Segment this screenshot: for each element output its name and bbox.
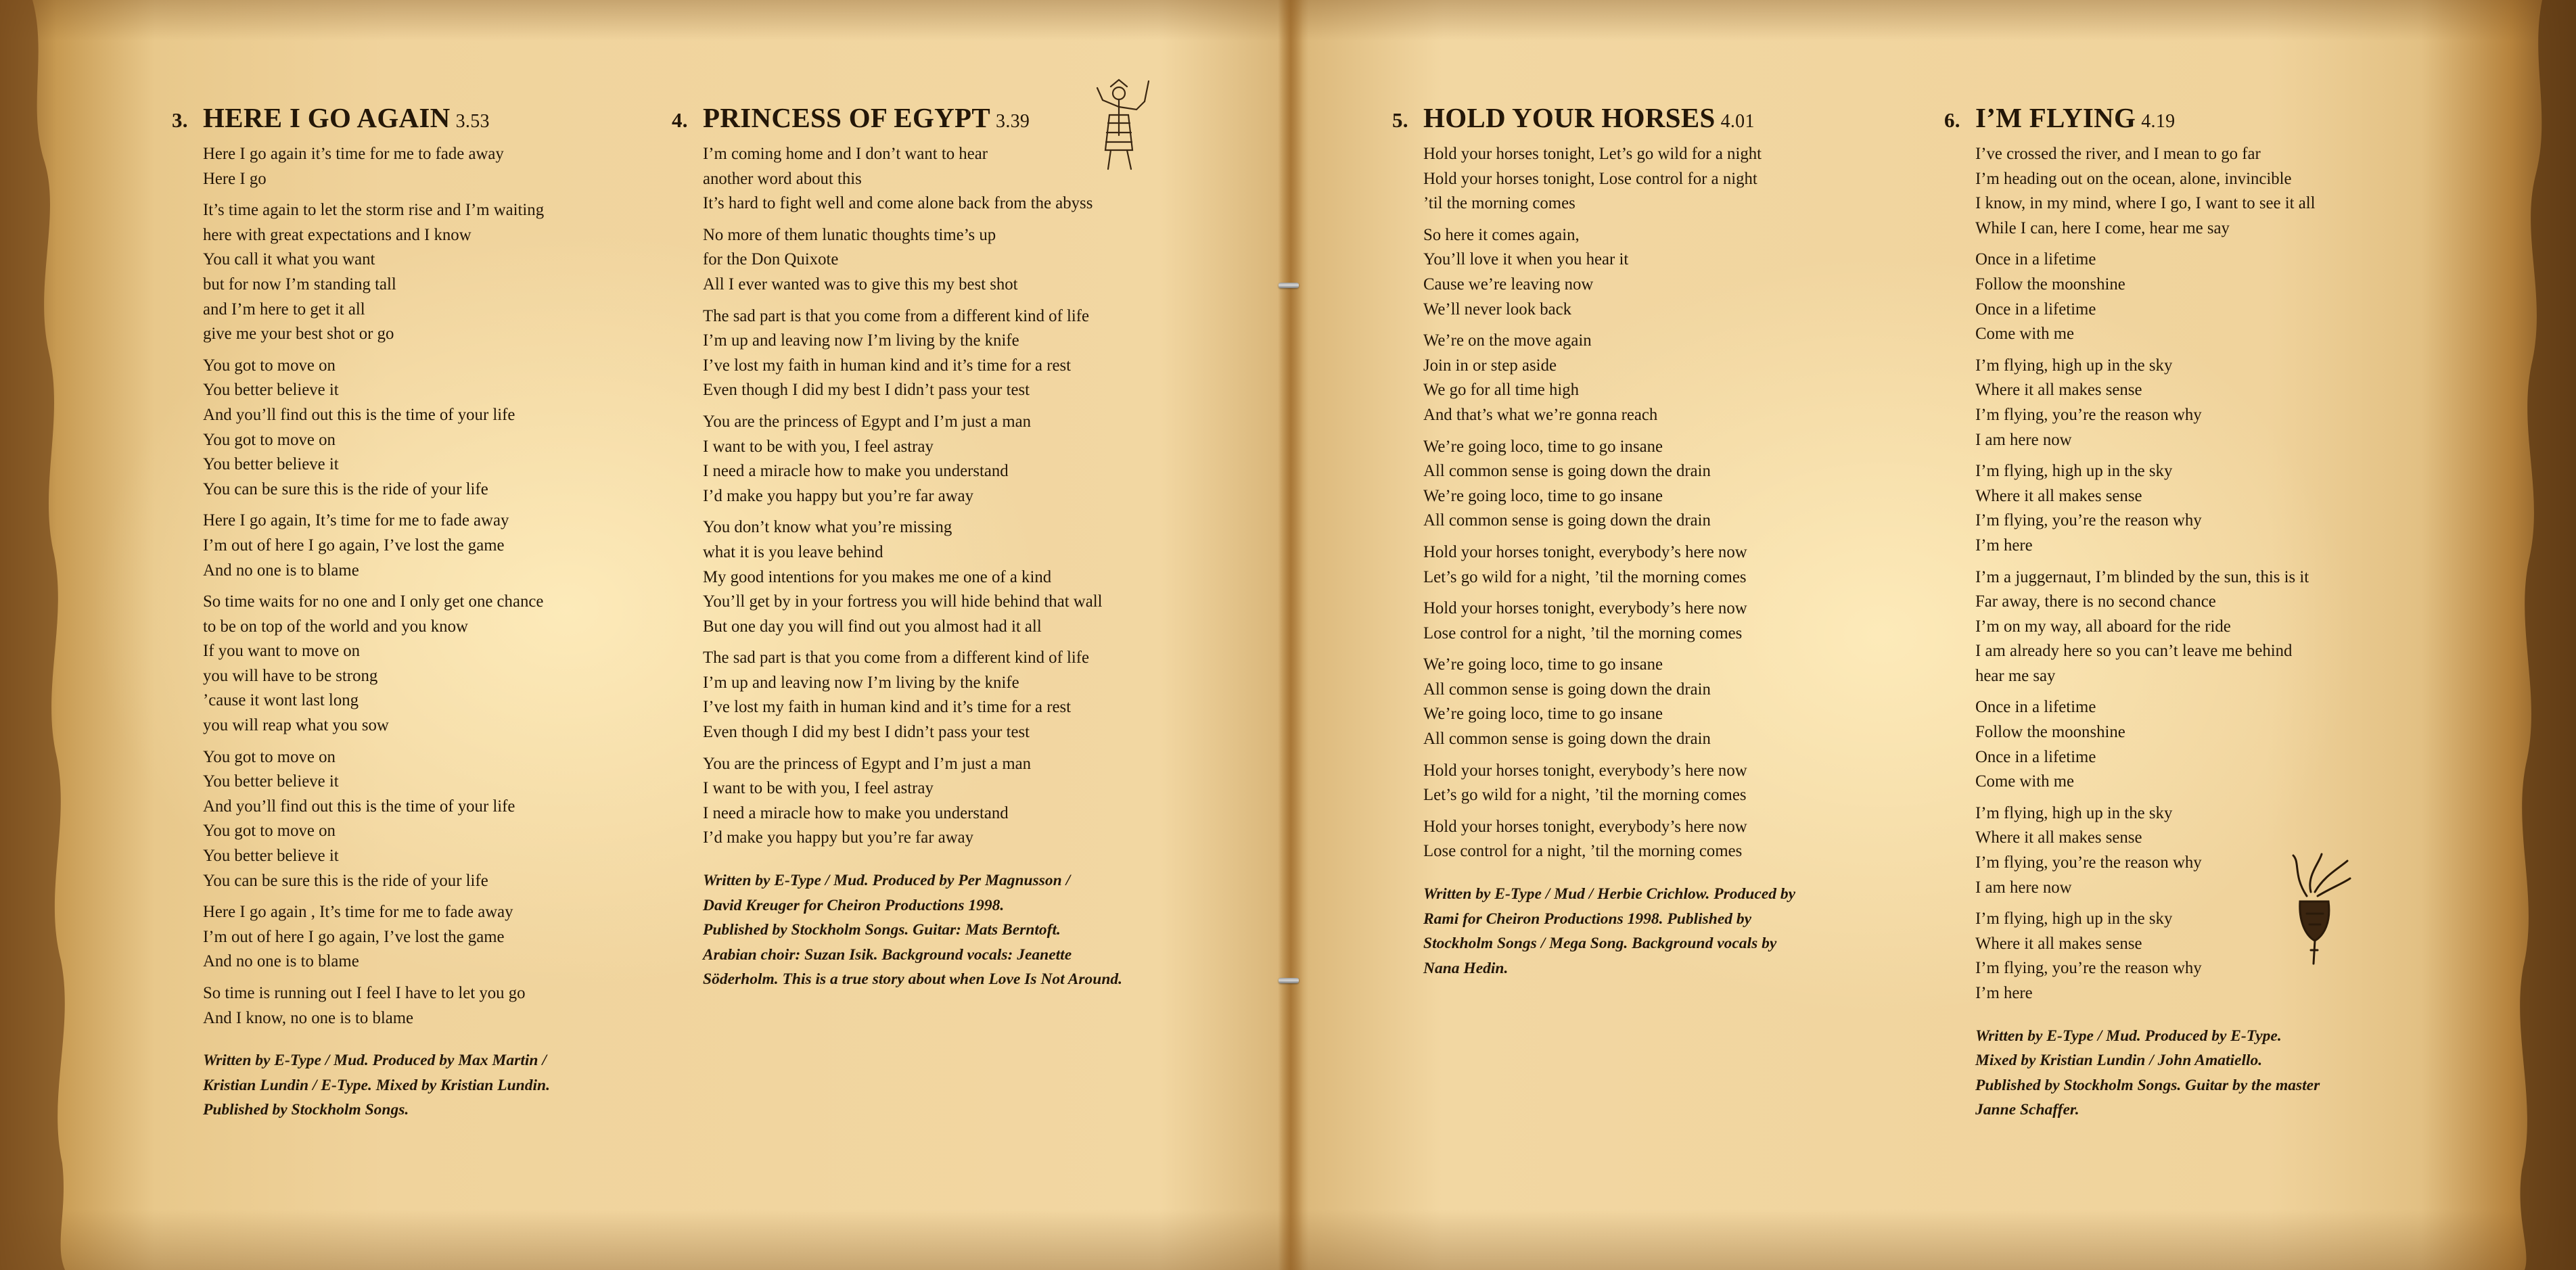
lyric-line: Join in or step aside — [1423, 356, 1557, 375]
lyric-stanza — [1423, 815, 1795, 864]
song-5-lyrics — [1423, 142, 1795, 864]
song-title: PRINCESS OF EGYPT — [703, 102, 991, 133]
staple-bottom — [1279, 978, 1299, 983]
lyric-line: You got to move on — [203, 747, 336, 766]
lyric-line: The sad part is that you come from a different kind of life — [703, 649, 1090, 667]
song-duration: 3.39 — [996, 111, 1030, 132]
lyric-line: And I know, no one is to blame — [203, 1008, 414, 1027]
lyric-stanza — [703, 223, 1122, 298]
lyric-line: and I’m here to get it all — [203, 300, 365, 319]
song-3-column — [172, 101, 550, 1123]
egyptian-figure-icon — [1082, 74, 1157, 176]
lyric-line: I’m a juggernaut, I’m blinded by the sun, this is it — [1975, 567, 2309, 586]
lyric-line: another word about this — [703, 169, 862, 188]
credit-line: Stockholm Songs / Mega Song. Background vocals by — [1423, 935, 1777, 953]
lyric-line: I’m flying, high up in the sky — [1975, 803, 2173, 822]
lyric-line: I’m flying, high up in the sky — [1975, 356, 2173, 375]
lyric-line: ’cause it wont last long — [203, 691, 359, 710]
lyric-line: And that’s what we’re gonna reach — [1423, 405, 1658, 424]
center-fold — [1279, 0, 1303, 1270]
lyric-line: You don’t know what you’re missing — [703, 518, 952, 537]
lyric-line: I’m on my way, all aboard for the ride — [1975, 617, 2231, 636]
track-number: 5. — [1392, 108, 1408, 132]
lyric-line: Hold your horses tonight, everybody’s here now — [1423, 817, 1747, 836]
lyric-line: You are the princess of Egypt and I’m just a man — [703, 754, 1032, 773]
credit-line: Written by E-Type / Mud. Produced by E-Type. — [1975, 1027, 2282, 1045]
lyric-line: what it is you leave behind — [703, 542, 883, 561]
lyric-line: Here I go again it’s time for me to fade away — [203, 145, 504, 163]
lyric-line: We’re going loco, time to go insane — [1423, 655, 1663, 674]
lyric-line: You got to move on — [203, 430, 336, 449]
lyric-line: you will have to be strong — [203, 666, 378, 685]
lyric-line: I’m up and leaving now I’m living by the knife — [703, 673, 1019, 692]
credit-line: Published by Stockholm Songs. Guitar: Mats Berntoft. — [703, 921, 1061, 939]
credit-line: Kristian Lundin / E-Type. Mixed by Kristian Lundin. — [203, 1076, 550, 1094]
lyric-stanza — [1975, 459, 2320, 558]
lyric-stanza — [1975, 907, 2320, 1006]
lyric-stanza — [203, 509, 550, 583]
lyric-line: I’d make you happy but you’re far away — [703, 486, 974, 505]
song-6-credits — [1975, 1024, 2320, 1123]
lyric-line: I’m out of here I go again, I’ve lost the game — [203, 927, 505, 946]
lyric-line: I’m flying, high up in the sky — [1975, 462, 2173, 481]
lyric-line: to be on top of the world and you know — [203, 617, 468, 636]
lyric-stanza — [1423, 759, 1795, 808]
lyric-line: Hold your horses tonight, everybody’s here now — [1423, 542, 1747, 561]
lyric-line: I’ve lost my faith in human kind and it’s time for a rest — [703, 356, 1072, 375]
lyric-line: So time waits for no one and I only get one chance — [203, 592, 544, 611]
song-title: HOLD YOUR HORSES — [1423, 102, 1716, 133]
lyric-line: I’d make you happy but you’re far away — [703, 828, 974, 847]
credit-line: Published by Stockholm Songs. Guitar by the master — [1975, 1076, 2320, 1094]
lyric-line: We’re going loco, time to go insane — [1423, 437, 1663, 456]
lyric-line: I’m here — [1975, 536, 2033, 555]
lyric-line: You better believe it — [203, 381, 339, 400]
lyric-stanza — [203, 198, 550, 347]
lyric-line: We’re going loco, time to go insane — [1423, 705, 1663, 724]
lyric-stanza — [1423, 653, 1795, 751]
lyric-line: here with great expectations and I know — [203, 225, 472, 244]
lyric-line: You’ll love it when you hear it — [1423, 250, 1629, 269]
song-5-column — [1392, 101, 1796, 981]
lyric-stanza — [1423, 435, 1795, 534]
lyric-line: I’m coming home and I don’t want to hear — [703, 145, 988, 163]
lyric-line: But one day you will find out you almost had it all — [703, 617, 1042, 636]
torn-left-edge — [0, 0, 81, 1270]
credit-line: David Kreuger for Cheiron Productions 1998. — [703, 896, 1005, 914]
lyric-line: I’m here — [1975, 984, 2033, 1002]
lyric-line: Hold your horses tonight, everybody’s here now — [1423, 599, 1747, 618]
lyric-line: We’ll never look back — [1423, 300, 1572, 319]
lyric-line: Follow the moonshine — [1975, 723, 2125, 742]
lyric-stanza — [203, 745, 550, 894]
lyric-line: Let’s go wild for a night, ’til the morning comes — [1423, 567, 1747, 586]
lyric-line: I am here now — [1975, 878, 2072, 897]
lyric-line: Where it all makes sense — [1975, 486, 2142, 505]
lyric-line: So time is running out I feel I have to let you go — [203, 984, 526, 1002]
lyric-line: You can be sure this is the ride of your life — [203, 871, 488, 890]
song-title: HERE I GO AGAIN — [203, 102, 451, 133]
track-number: 6. — [1944, 108, 1960, 132]
lyric-line: Come with me — [1975, 325, 2075, 344]
lyric-line: No more of them lunatic thoughts time’s up — [703, 225, 996, 244]
credit-line: Mixed by Kristian Lundin / John Amatiello. — [1975, 1052, 2263, 1070]
lyric-line: We’re going loco, time to go insane — [1423, 486, 1663, 505]
lyric-line: Once in a lifetime — [1975, 250, 2096, 269]
lyric-stanza — [1423, 596, 1795, 646]
credit-line: Rami for Cheiron Productions 1998. Published by — [1423, 910, 1752, 928]
lyric-stanza — [203, 142, 550, 191]
lyric-line: Here I go again, It’s time for me to fade away — [203, 511, 509, 530]
song-3-lyrics — [203, 142, 550, 1031]
credit-line: Written by E-Type / Mud. Produced by Per Magnusson / — [703, 872, 1071, 890]
lyric-line: Hold your horses tonight, Let’s go wild for a night — [1423, 145, 1762, 163]
lyric-line: I need a miracle how to make you understand — [703, 462, 1009, 481]
lyric-line: You can be sure this is the ride of your life — [203, 479, 488, 498]
lyric-stanza — [1423, 142, 1795, 216]
lyric-line: give me your best shot or go — [203, 325, 394, 344]
lyric-line: If you want to move on — [203, 642, 361, 661]
song-4-lyrics — [703, 142, 1122, 851]
lyric-line: Lose control for a night, ’til the morning comes — [1423, 624, 1743, 642]
lyric-line: I want to be with you, I feel astray — [703, 779, 934, 798]
lyric-stanza — [1975, 354, 2320, 452]
lyric-line: And you’ll find out this is the time of your life — [203, 797, 515, 816]
credit-line: Arabian choir: Suzan Isik. Background vocals: Jeanette — [703, 945, 1072, 964]
lyric-line: I’m flying, you’re the reason why — [1975, 853, 2202, 872]
lyric-stanza — [1975, 142, 2320, 241]
credit-line: Published by Stockholm Songs. — [203, 1101, 409, 1119]
song-6-column — [1944, 101, 2320, 1123]
lyric-line: You better believe it — [203, 847, 339, 866]
lyric-line: Cause we’re leaving now — [1423, 275, 1594, 293]
lyric-line: Once in a lifetime — [1975, 300, 2096, 319]
lyric-line: I’m up and leaving now I’m living by the knife — [703, 331, 1019, 350]
song-3-heading — [172, 101, 550, 134]
lyric-line: While I can, here I come, hear me say — [1975, 218, 2230, 237]
lyric-line: but for now I’m standing tall — [203, 275, 396, 293]
song-3-credits — [203, 1048, 550, 1123]
lyric-line: And no one is to blame — [203, 561, 359, 580]
lyric-line: I want to be with you, I feel astray — [703, 437, 934, 456]
lyric-line: And you’ll find out this is the time of your life — [203, 405, 515, 424]
lyric-stanza — [703, 142, 1122, 216]
credit-line: Written by E-Type / Mud / Herbie Crichlow. Produced by — [1423, 885, 1796, 903]
lyric-line: Far away, there is no second chance — [1975, 592, 2216, 611]
lyric-stanza — [203, 590, 550, 738]
lyric-line: Let’s go wild for a night, ’til the morning comes — [1423, 786, 1747, 805]
lyric-line: Where it all makes sense — [1975, 381, 2142, 400]
credit-line: Nana Hedin. — [1423, 959, 1509, 977]
lyric-stanza — [1423, 329, 1795, 427]
lyric-stanza — [1975, 801, 2320, 900]
lyric-line: I’m heading out on the ocean, alone, invincible — [1975, 169, 2292, 188]
lyric-stanza — [203, 354, 550, 502]
lyric-line: All common sense is going down the drain — [1423, 462, 1711, 481]
winged-helmet-icon — [2280, 849, 2354, 970]
lyric-stanza — [703, 515, 1122, 639]
lyric-line: Hold your horses tonight, everybody’s here now — [1423, 761, 1747, 780]
lyric-stanza — [1975, 248, 2320, 346]
lyric-line: Once in a lifetime — [1975, 747, 2096, 766]
credit-line: Söderholm. This is a true story about when Love Is Not Around. — [703, 970, 1123, 989]
lyric-line: You better believe it — [203, 772, 339, 791]
lyric-line: Where it all makes sense — [1975, 828, 2142, 847]
lyric-stanza — [203, 900, 550, 974]
lyric-line: We’re on the move again — [1423, 331, 1592, 350]
lyric-line: My good intentions for you makes me one of a kind — [703, 567, 1052, 586]
lyric-line: hear me say — [1975, 666, 2056, 685]
lyric-line: Here I go again , It’s time for me to fade away — [203, 903, 513, 922]
lyric-stanza — [703, 410, 1122, 509]
song-6-lyrics — [1975, 142, 2320, 1006]
lyric-line: Even though I did my best I didn’t pass your test — [703, 381, 1030, 400]
lyric-line: I’m flying, you’re the reason why — [1975, 959, 2202, 978]
song-duration: 3.53 — [455, 111, 490, 132]
credit-line: Written by E-Type / Mud. Produced by Max Martin / — [203, 1052, 547, 1070]
lyric-line: I know, in my mind, where I go, I want to see it all — [1975, 194, 2316, 213]
lyric-stanza — [1423, 223, 1795, 322]
lyric-stanza — [703, 646, 1122, 745]
lyric-line: Follow the moonshine — [1975, 275, 2125, 293]
lyric-stanza — [1975, 695, 2320, 794]
lyric-line: All common sense is going down the drain — [1423, 511, 1711, 530]
lyric-line: I am already here so you can’t leave me behind — [1975, 642, 2293, 661]
lyric-line: Here I go — [203, 169, 267, 188]
lyric-line: I’m flying, high up in the sky — [1975, 910, 2173, 928]
lyric-line: I am here now — [1975, 430, 2072, 449]
track-number: 3. — [172, 108, 188, 132]
song-4-heading — [672, 101, 1122, 134]
lyric-stanza — [1975, 565, 2320, 689]
lyric-line: Where it all makes sense — [1975, 934, 2142, 953]
lyric-stanza — [1423, 540, 1795, 590]
lyric-line: All I ever wanted was to give this my best shot — [703, 275, 1018, 293]
lyric-line: you will reap what you sow — [203, 716, 389, 735]
lyric-line: It’s time again to let the storm rise and I’m waiting — [203, 201, 545, 220]
song-duration: 4.01 — [1720, 111, 1755, 132]
lyric-line: You better believe it — [203, 455, 339, 474]
lyric-line: And no one is to blame — [203, 952, 359, 971]
song-5-credits — [1423, 882, 1795, 981]
lyric-line: I’ve crossed the river, and I mean to go far — [1975, 145, 2261, 163]
lyric-line: I need a miracle how to make you understand — [703, 803, 1009, 822]
lyric-line: So here it comes again, — [1423, 225, 1580, 244]
lyric-line: You got to move on — [203, 356, 336, 375]
lyric-line: ’til the morning comes — [1423, 194, 1576, 213]
song-5-heading — [1392, 101, 1795, 134]
lyric-line: I’m flying, you’re the reason why — [1975, 405, 2202, 424]
song-4-credits — [703, 868, 1122, 992]
credit-line: Janne Schaffer. — [1975, 1101, 2079, 1119]
lyric-line: Even though I did my best I didn’t pass your test — [703, 723, 1030, 742]
lyric-line: Hold your horses tonight, Lose control for a night — [1423, 169, 1757, 188]
song-6-heading — [1944, 101, 2320, 134]
lyric-line: You call it what you want — [203, 250, 375, 269]
lyric-stanza — [703, 304, 1122, 403]
lyric-line: Once in a lifetime — [1975, 698, 2096, 717]
torn-right-edge — [2495, 0, 2576, 1270]
lyric-line: I’m out of here I go again, I’ve lost the game — [203, 536, 505, 555]
lyric-line: You are the princess of Egypt and I’m just a man — [703, 412, 1032, 431]
lyric-line: Lose control for a night, ’til the morning comes — [1423, 842, 1743, 861]
song-title: I’M FLYING — [1975, 102, 2136, 133]
staple-top — [1279, 283, 1299, 288]
song-4-column — [672, 101, 1123, 992]
lyric-stanza — [203, 981, 550, 1031]
lyric-line: You’ll get by in your fortress you will hide behind that wall — [703, 592, 1103, 611]
lyric-line: We go for all time high — [1423, 381, 1580, 400]
lyric-line: All common sense is going down the drain — [1423, 680, 1711, 699]
lyric-line: The sad part is that you come from a different kind of life — [703, 306, 1090, 325]
lyric-line: All common sense is going down the drain — [1423, 730, 1711, 749]
song-duration: 4.19 — [2141, 111, 2176, 132]
lyric-line: Come with me — [1975, 772, 2075, 791]
track-number: 4. — [672, 108, 688, 132]
lyric-line: I’ve lost my faith in human kind and it’s time for a rest — [703, 698, 1072, 717]
lyric-line: You got to move on — [203, 822, 336, 841]
lyric-line: I’m flying, you’re the reason why — [1975, 511, 2202, 530]
lyric-line: It’s hard to fight well and come alone back from the abyss — [703, 194, 1093, 213]
lyric-line: for the Don Quixote — [703, 250, 839, 269]
lyric-stanza — [703, 752, 1122, 851]
